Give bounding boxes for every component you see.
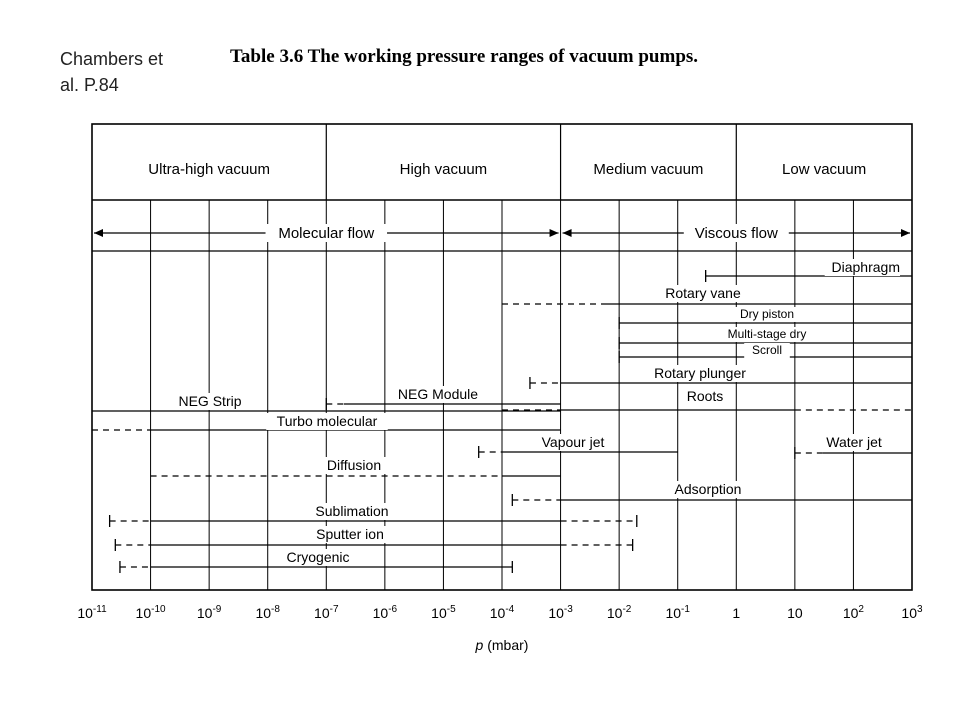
flow-label: Molecular flow <box>278 225 375 242</box>
pump-label-neg-strip: NEG Strip <box>178 393 242 409</box>
tick-label: $10^{-10}$ <box>135 604 166 621</box>
pump-label-rotary-vane: Rotary vane <box>665 285 741 301</box>
pump-label-neg-module: NEG Module <box>397 386 479 402</box>
tick-label: $10^3$ <box>901 604 923 621</box>
tick-label: $10^{-5}$ <box>431 604 456 621</box>
pump-label-scroll: Scroll <box>751 343 783 357</box>
pump-label-multi-stage-dry: Multi-stage dry <box>727 327 807 341</box>
pump-label-adsorption: Adsorption <box>674 481 742 497</box>
pump-label-turbo-molecular: Turbo molecular <box>276 413 378 429</box>
pump-label-roots: Roots <box>686 388 724 404</box>
x-axis-label: p (mbar) <box>475 637 529 653</box>
flow-label: Viscous flow <box>694 225 778 242</box>
pump-label-vapour-jet: Vapour jet <box>541 434 605 450</box>
region-label: Low vacuum <box>782 161 867 178</box>
tick-label: 1 <box>732 605 741 621</box>
tick-label: $10^{-1}$ <box>665 604 690 621</box>
flow-arrow-head-right <box>901 229 910 237</box>
tick-label: $10^{-9}$ <box>196 604 222 621</box>
tick-label: $10^{-8}$ <box>255 604 280 621</box>
flow-arrow-head-left <box>563 229 572 237</box>
pump-label-dry-piston: Dry piston <box>739 307 795 321</box>
pump-label-sublimation: Sublimation <box>315 503 389 519</box>
tick-label: $10^{-6}$ <box>372 604 398 621</box>
tick-label: $10^{-7}$ <box>314 604 339 621</box>
pump-label-diaphragm: Diaphragm <box>831 259 900 275</box>
pump-label-diffusion: Diffusion <box>326 457 382 473</box>
tick-label: 10 <box>787 605 803 621</box>
reference-line-2: al. P.84 <box>60 75 119 95</box>
tick-label: $10^{-3}$ <box>548 604 573 621</box>
tick-label: $10^2$ <box>842 604 864 621</box>
reference-line-1: Chambers et <box>60 49 164 69</box>
pump-label-sputter-ion: Sputter ion <box>316 526 384 542</box>
region-label: High vacuum <box>399 161 488 178</box>
region-label: Ultra-high vacuum <box>148 161 271 178</box>
tick-label: $10^{-4}$ <box>489 604 515 621</box>
tick-label: $10^{-2}$ <box>606 604 632 621</box>
pump-label-rotary-plunger: Rotary plunger <box>654 365 746 381</box>
flow-arrow-head-right <box>550 229 559 237</box>
pump-label-water-jet: Water jet <box>826 434 882 450</box>
tick-label: $10^{-11}$ <box>77 604 107 621</box>
table-title: Table 3.6 The working pressure ranges of vacuum pumps. <box>230 46 699 67</box>
region-label: Medium vacuum <box>593 161 704 178</box>
pump-label-cryogenic: Cryogenic <box>286 549 350 565</box>
flow-arrow-head-left <box>94 229 103 237</box>
